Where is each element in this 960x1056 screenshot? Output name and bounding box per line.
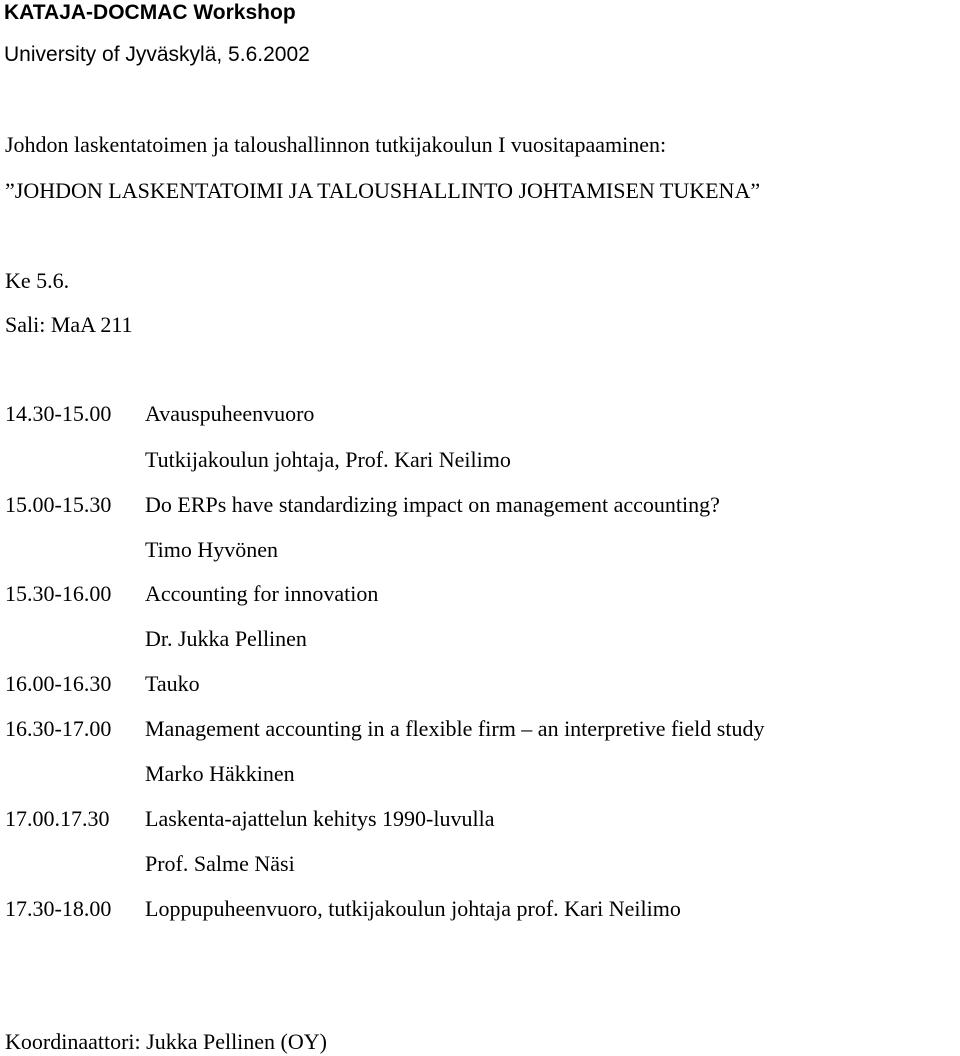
schedule-time: 17.00.17.30 — [5, 806, 110, 831]
venue-date: University of Jyväskylä, 5.6.2002 — [4, 43, 310, 66]
intro-line: Johdon laskentatoimen ja taloushallinnon tutkijakoulun I vuositapaaminen: — [5, 132, 667, 157]
schedule-time: 16.30-17.00 — [5, 716, 112, 741]
schedule-title: Accounting for innovation — [145, 581, 379, 606]
schedule-row — [5, 896, 681, 922]
theme-title: ”JOHDON LASKENTATOIMI JA TALOUSHALLINTO JOHTAMISEN TUKENA” — [5, 178, 761, 203]
schedule-row — [5, 581, 378, 607]
event-room: Sali: MaA 211 — [5, 312, 133, 337]
coordinator-note: Koordinaattori: Jukka Pellinen (OY) — [5, 1029, 327, 1054]
schedule-row — [5, 671, 200, 697]
schedule-speaker: Marko Häkkinen — [145, 761, 295, 786]
schedule-speaker: Tutkijakoulun johtaja, Prof. Kari Neilimo — [145, 447, 511, 472]
schedule-time: 15.00-15.30 — [5, 492, 112, 517]
schedule-time: 14.30-15.00 — [5, 401, 112, 426]
schedule-row — [5, 401, 314, 427]
schedule-row — [5, 806, 494, 832]
event-day: Ke 5.6. — [5, 268, 70, 293]
schedule-title: Avauspuheenvuoro — [145, 401, 315, 426]
schedule-row — [5, 492, 720, 518]
schedule-time: 16.00-16.30 — [5, 671, 112, 696]
schedule-speaker: Prof. Salme Näsi — [145, 851, 295, 876]
schedule-time: 15.30-16.00 — [5, 581, 112, 606]
schedule-speaker: Timo Hyvönen — [145, 537, 279, 562]
schedule-title: Tauko — [145, 671, 200, 696]
schedule-title: Loppupuheenvuoro, tutkijakoulun johtaja prof. Kari Neilimo — [145, 896, 681, 921]
schedule-time: 17.30-18.00 — [5, 896, 112, 921]
schedule-title: Do ERPs have standardizing impact on management accounting? — [145, 492, 720, 517]
schedule-title: Laskenta-ajattelun kehitys 1990-luvulla — [145, 806, 495, 831]
schedule-title: Management accounting in a flexible firm – an interpretive field study — [145, 716, 765, 741]
schedule-row — [5, 716, 764, 742]
schedule-speaker: Dr. Jukka Pellinen — [145, 626, 307, 651]
workshop-title: KATAJA-DOCMAC Workshop — [4, 1, 296, 24]
